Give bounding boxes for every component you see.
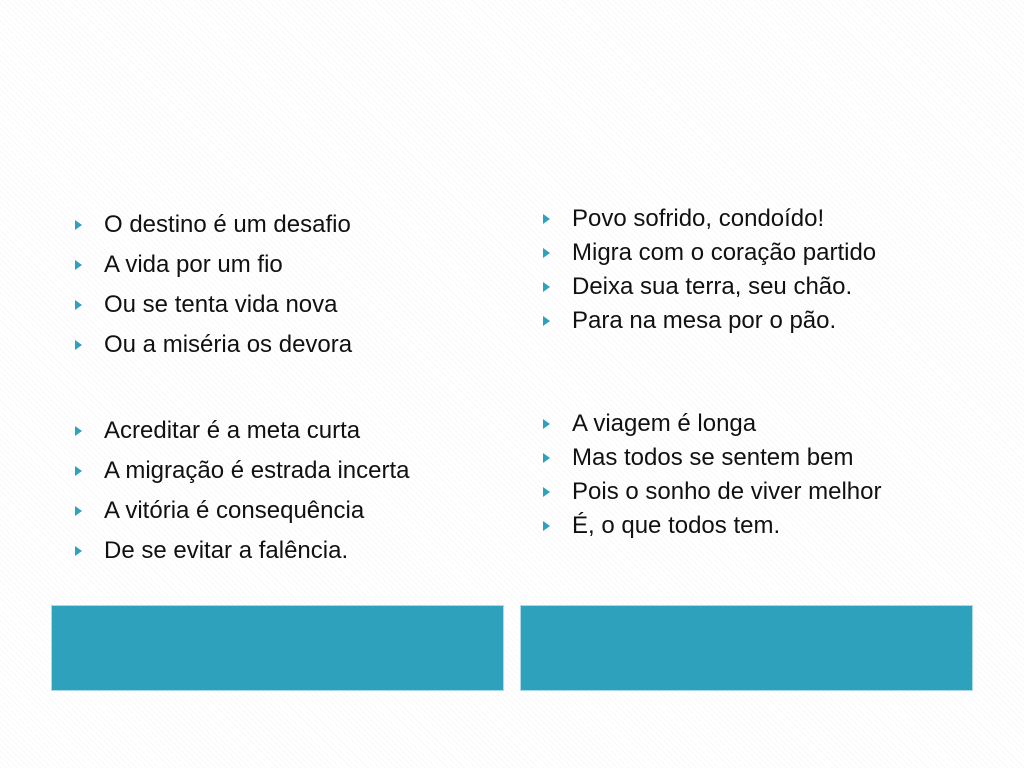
verse-line: Para na mesa por o pão. (572, 307, 837, 334)
left-column-stanza-1 (75, 205, 352, 365)
list-item (75, 411, 410, 451)
triangle-right-bullet-icon (543, 521, 550, 531)
triangle-right-bullet-icon (75, 506, 82, 516)
list-item (75, 285, 352, 325)
verse-line: Mas todos se sentem bem (572, 444, 854, 471)
verse-line: A vida por um fio (104, 251, 283, 278)
triangle-right-bullet-icon (75, 546, 82, 556)
triangle-right-bullet-icon (75, 466, 82, 476)
triangle-right-bullet-icon (75, 426, 82, 436)
triangle-right-bullet-icon (543, 453, 550, 463)
verse-line: Povo sofrido, condoído! (572, 205, 825, 232)
list-item (543, 304, 876, 338)
list-item (75, 531, 410, 571)
list-item (75, 451, 410, 491)
list-item (543, 475, 882, 509)
left-column-stanza-2 (75, 411, 410, 571)
verse-line: De se evitar a falência. (104, 537, 349, 564)
verse-line: A migração é estrada incerta (104, 457, 410, 484)
verse-line: Deixa sua terra, seu chão. (572, 273, 853, 300)
triangle-right-bullet-icon (543, 487, 550, 497)
triangle-right-bullet-icon (75, 220, 82, 230)
list-item (75, 325, 352, 365)
verse-line: Migra com o coração partido (572, 239, 877, 266)
verse-line: Acreditar é a meta curta (104, 417, 361, 444)
list-item (543, 441, 882, 475)
verse-line: A vitória é consequência (104, 497, 365, 524)
right-column-stanza-1 (543, 202, 876, 338)
triangle-right-bullet-icon (543, 419, 550, 429)
right-column-stanza-2 (543, 407, 882, 543)
list-item (543, 270, 876, 304)
verse-line: A viagem é longa (572, 410, 757, 437)
verse-line: É, o que todos tem. (572, 512, 781, 539)
triangle-right-bullet-icon (75, 300, 82, 310)
triangle-right-bullet-icon (543, 316, 550, 326)
list-item (543, 236, 876, 270)
list-item (75, 245, 352, 285)
triangle-right-bullet-icon (543, 248, 550, 258)
verse-line: Pois o sonho de viver melhor (572, 478, 882, 505)
verse-line: O destino é um desafio (104, 211, 351, 238)
verse-line: Ou se tenta vida nova (104, 291, 338, 318)
triangle-right-bullet-icon (543, 282, 550, 292)
list-item (543, 202, 876, 236)
triangle-right-bullet-icon (543, 214, 550, 224)
triangle-right-bullet-icon (75, 260, 82, 270)
list-item (75, 205, 352, 245)
list-item (543, 407, 882, 441)
triangle-right-bullet-icon (75, 340, 82, 350)
list-item (543, 509, 882, 543)
right-footer-bar (520, 605, 973, 691)
verse-line: Ou a miséria os devora (104, 331, 353, 358)
list-item (75, 491, 410, 531)
left-footer-bar (51, 605, 504, 691)
